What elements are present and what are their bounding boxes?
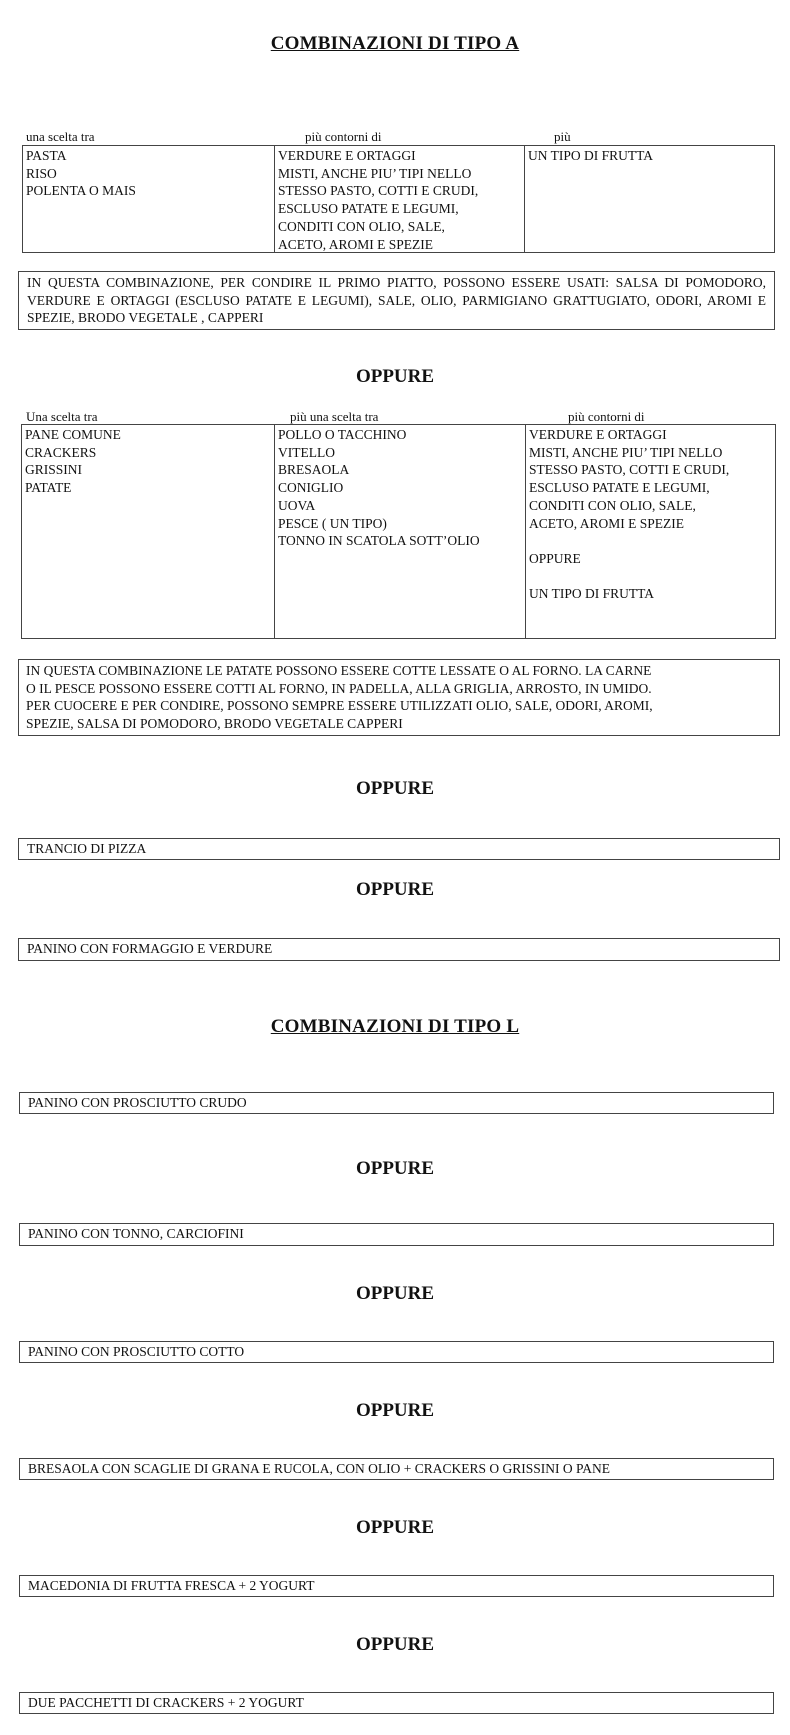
combo2-note-line: IN QUESTA COMBINAZIONE LE PATATE POSSONO ESSERE COTTE LESSATE O AL FORNO. LA CARNE [26,663,652,678]
combo1-item: POLENTA O MAIS [26,183,136,199]
combo1-item: PASTA [26,148,67,163]
option-crackers-yogurt: DUE PACCHETTI DI CRACKERS + 2 YOGURT [19,1692,774,1714]
combo2-item: UN TIPO DI FRUTTA [529,586,655,602]
option-panino-formaggio: PANINO CON FORMAGGIO E VERDURE [18,938,780,961]
combo2-item: VITELLO [278,444,335,460]
combo2-item: PATATE [25,480,72,496]
combo2-note-line: PER CUOCERE E PER CONDIRE, POSSONO SEMPRE ESSERE UTILIZZATI OLIO, SALE, ODORI, AROMI, [26,698,653,713]
combo2-note-line: SPEZIE, SALSA DI POMODORO, BRODO VEGETALE CAPPERI [26,715,403,731]
combo2-item: CONIGLIO [278,480,344,496]
combo2-col-3 [525,425,775,638]
combo2-blank-line [529,532,772,550]
option-bresaola: BRESAOLA CON SCAGLIE DI GRANA E RUCOLA, CON OLIO + CRACKERS O GRISSINI O PANE [19,1458,774,1480]
option-panino-crudo: PANINO CON PROSCIUTTO CRUDO [19,1092,774,1114]
combo1-header-2: più contorni di [305,129,382,144]
combo2-col-2 [274,425,525,638]
combo1-header-1: una scelta tra [26,129,95,144]
option-macedonia: MACEDONIA DI FRUTTA FRESCA + 2 YOGURT [19,1575,774,1597]
oppure-separator: OPPURE [355,1158,435,1179]
combo2-item: CONDITI CON OLIO, SALE, [529,497,696,513]
combo2-item: STESSO PASTO, COTTI E CRUDI, [529,462,730,478]
combo2-item: PESCE ( UN TIPO) [278,515,387,531]
combo2-item: MISTI, ANCHE PIU’ TIPI NELLO [529,444,723,460]
oppure-separator: OPPURE [355,1283,435,1304]
combo2-item: POLLO O TACCHINO [278,427,407,442]
combo1-item: RISO [26,165,57,181]
combo2-item: UOVA [278,497,316,513]
combo2-item: BRESAOLA [278,462,350,478]
combo1-col-2 [274,146,524,252]
combo2-header-3: più contorni di [568,409,645,424]
combo2-note [18,659,780,736]
combo2-col-1 [22,425,274,638]
combo1-table [22,145,775,253]
combo2-header-2: più una scelta tra [290,409,379,424]
combo2-item: ESCLUSO PATATE E LEGUMI, [529,480,710,496]
combo1-item: STESSO PASTO, COTTI E CRUDI, [278,183,479,199]
oppure-separator: OPPURE [355,1400,435,1421]
section-l-title: COMBINAZIONI DI TIPO L [270,1016,520,1037]
combo1-item: MISTI, ANCHE PIU’ TIPI NELLO [278,165,472,181]
combo2-item-oppure: OPPURE [529,550,581,566]
combo1-col-1 [23,146,274,252]
option-pizza: TRANCIO DI PIZZA [18,838,780,860]
combo2-table [21,424,776,639]
combo2-item: CRACKERS [25,444,97,460]
combo1-item: ACETO, AROMI E SPEZIE [278,236,434,252]
combo1-header-3: più [554,129,571,144]
combo1-col-3 [524,146,774,252]
combo2-item: TONNO IN SCATOLA SOTT’OLIO [278,533,480,549]
combo1-note: IN QUESTA COMBINAZIONE, PER CONDIRE IL PRIMO PIATTO, POSSONO ESSERE USATI: SALSA DI POMODORO, VERDURE E ORTAGGI (ESCLUSO PATATE E LEGUMI), SALE, OLIO, PARMIGIANO GRATTUGIATO, ODORI, AROMI E SPEZIE, BRODO VEGETALE , CAPPERI [18,271,775,330]
oppure-separator: OPPURE [355,1517,435,1538]
oppure-separator: OPPURE [355,778,435,799]
option-panino-cotto: PANINO CON PROSCIUTTO COTTO [19,1341,774,1363]
oppure-separator: OPPURE [355,1634,435,1655]
oppure-separator: OPPURE [355,366,435,387]
combo2-item: PANE COMUNE [25,427,121,442]
combo2-blank-line [529,568,772,586]
combo2-item: ACETO, AROMI E SPEZIE [529,515,685,531]
option-panino-tonno: PANINO CON TONNO, CARCIOFINI [19,1223,774,1246]
combo1-item: ESCLUSO PATATE E LEGUMI, [278,201,459,217]
combo1-item: CONDITI CON OLIO, SALE, [278,218,445,234]
combo1-item: UN TIPO DI FRUTTA [528,148,654,163]
combo2-item: VERDURE E ORTAGGI [529,427,667,442]
combo1-item: VERDURE E ORTAGGI [278,148,416,163]
combo2-item: GRISSINI [25,462,83,478]
combo2-header-1: Una scelta tra [26,409,98,424]
combo2-note-line: O IL PESCE POSSONO ESSERE COTTI AL FORNO, IN PADELLA, ALLA GRIGLIA, ARROSTO, IN UMIDO. [26,680,652,696]
oppure-separator: OPPURE [355,879,435,900]
section-a-title: COMBINAZIONI DI TIPO A [270,33,520,54]
